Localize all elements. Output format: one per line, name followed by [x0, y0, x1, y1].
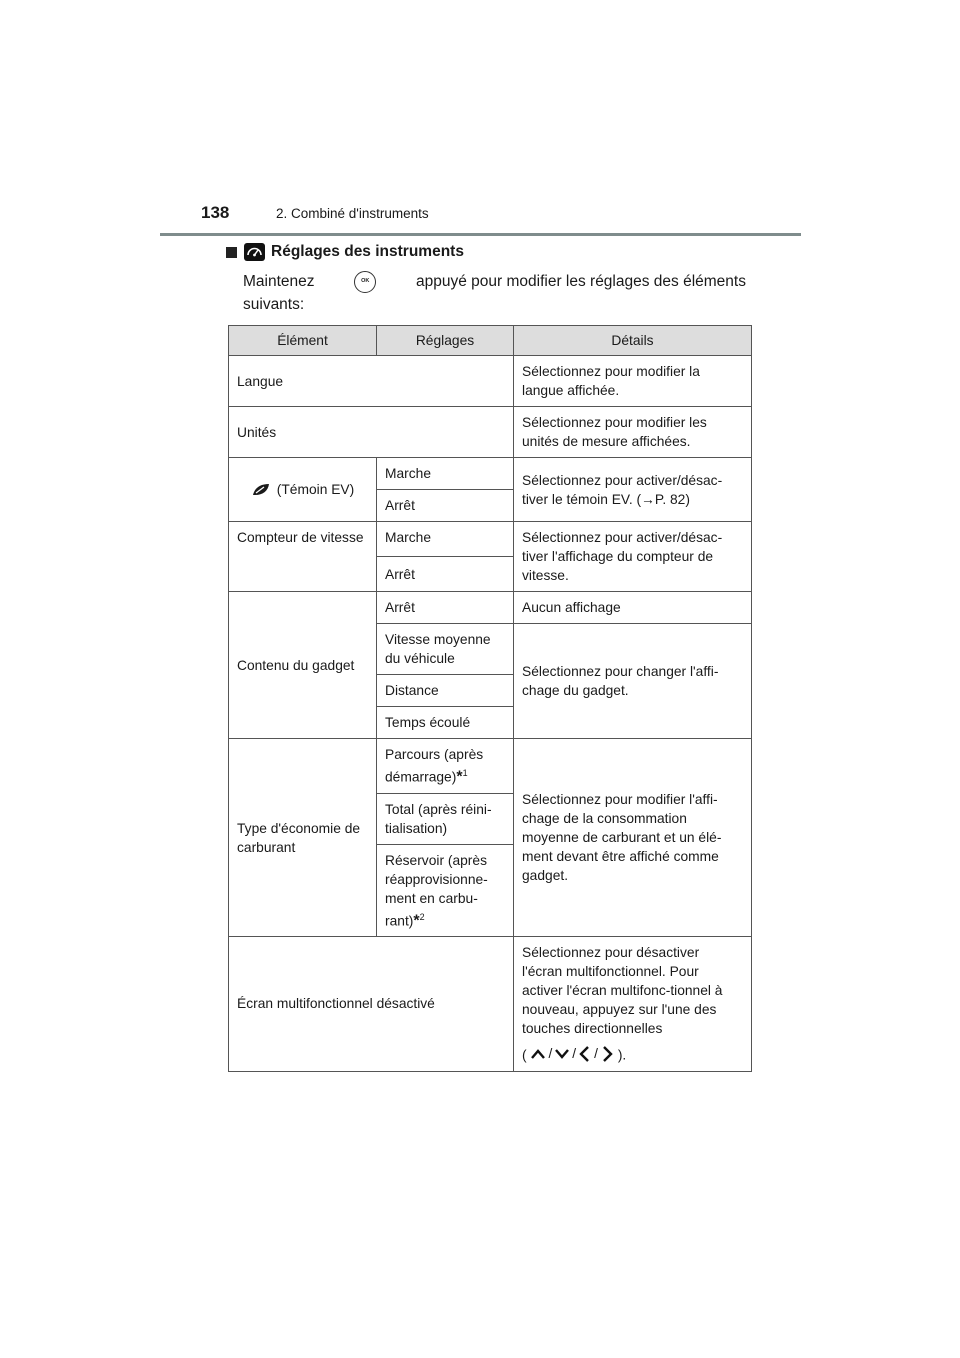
- details-gadget: Sélectionnez pour changer l'affi-chage du gadget.: [514, 624, 752, 739]
- intro-text-line2: suivants:: [243, 296, 305, 313]
- setting-ev-on: Marche: [377, 458, 514, 490]
- setting-fuel-trip-label: Parcours (après démarrage): [385, 747, 484, 785]
- setting-gadget-distance: Distance: [377, 675, 514, 707]
- footnote-2: 2: [419, 911, 425, 922]
- element-fuel: Type d'économie de carburant: [229, 739, 377, 937]
- element-screen-off: Écran multifonctionnel désactivé: [229, 937, 514, 1072]
- footnote-1: 1: [462, 768, 468, 778]
- setting-fuel-tank: [377, 844, 514, 937]
- section-title-text: Réglages des instruments: [271, 243, 464, 260]
- ev-indicator-icon: [251, 483, 271, 497]
- intro-text-before: Maintenez: [243, 273, 315, 290]
- separator: /: [548, 1046, 553, 1062]
- header-rule: [160, 233, 801, 236]
- details-speedometer: Sélectionnez pour activer/désac-tiver l'affichage du compteur de vitesse.: [514, 522, 752, 592]
- intro-text-after: appuyé pour modifier les réglages des éléments: [415, 273, 746, 290]
- setting-fuel-trip: [377, 739, 514, 794]
- setting-speed-off: Arrêt: [377, 557, 514, 592]
- separator: /: [572, 1046, 577, 1062]
- setting-fuel-total: Total (après réini-tialisation): [377, 793, 514, 844]
- separator: /: [594, 1046, 598, 1062]
- details-screen-off: [514, 937, 752, 1072]
- header-element: Élément: [229, 326, 377, 356]
- closing-paren: ).: [617, 1047, 627, 1063]
- table-row: [229, 937, 752, 1072]
- header-details: Détails: [514, 326, 752, 356]
- direction-keys-line: ( / / / ).: [522, 1046, 627, 1063]
- footnote-star-icon: *: [413, 912, 420, 930]
- gauge-settings-icon: [244, 243, 265, 261]
- details-ev: Sélectionnez pour activer/désac-tiver le témoin EV. (→P. 82): [514, 458, 752, 522]
- setting-ev-off: Arrêt: [377, 490, 514, 522]
- page-number: 138: [201, 203, 230, 222]
- details-screen-off-text: Sélectionnez pour désactiver l'écran multifonctionnel. Pour activer l'écran multifonc-tionnel à nouveau, appuyez sur l'une des touches directionnelles: [522, 945, 723, 1037]
- details-gadget-off: Aucun affichage: [514, 592, 752, 624]
- table-row: [229, 739, 752, 794]
- details-unites: Sélectionnez pour modifier les unités de mesure affichées.: [514, 407, 752, 458]
- table-row: [229, 522, 752, 557]
- details-langue: Sélectionnez pour modifier la langue affichée.: [514, 356, 752, 407]
- ok-button-icon: OK: [354, 271, 376, 293]
- setting-fuel-tank-label: Réservoir (après réapprovisionne-ment en carbu-rant): [385, 852, 488, 929]
- table-header-row: [229, 326, 752, 356]
- header-settings: Réglages: [377, 326, 514, 356]
- settings-table: [228, 325, 752, 1072]
- table-row: [229, 592, 752, 624]
- element-langue: Langue: [229, 356, 514, 407]
- section-title: [226, 243, 464, 261]
- table-row: [229, 458, 752, 490]
- element-gadget: Contenu du gadget: [229, 592, 377, 739]
- details-fuel: Sélectionnez pour modifier l'affi-chage de la consommation moyenne de carburant et un élé-ment devant être affiché comme gadget.: [514, 739, 752, 937]
- element-speedometer: Compteur de vitesse: [229, 522, 377, 592]
- table-row: [229, 407, 752, 458]
- setting-speed-on: Marche: [377, 522, 514, 557]
- arrow-right-icon: [600, 1045, 614, 1063]
- page-header: [201, 203, 429, 223]
- setting-gadget-elapsed: Temps écoulé: [377, 707, 514, 739]
- setting-gadget-off: Arrêt: [377, 592, 514, 624]
- element-ev: [229, 458, 377, 522]
- chapter-title: 2. Combiné d'instruments: [276, 206, 429, 221]
- intro-paragraph: [243, 270, 746, 316]
- element-ev-label: (Témoin EV): [276, 482, 355, 497]
- element-unites: Unités: [229, 407, 514, 458]
- table-row: [229, 356, 752, 407]
- footnote-star-icon: *: [456, 768, 463, 786]
- arrow-left-icon: [578, 1045, 592, 1063]
- arrow-down-icon: [554, 1048, 570, 1060]
- bullet-square-icon: [226, 247, 237, 258]
- setting-gadget-avg-speed: Vitesse moyenne du véhicule: [377, 624, 514, 675]
- arrow-up-icon: [530, 1048, 546, 1060]
